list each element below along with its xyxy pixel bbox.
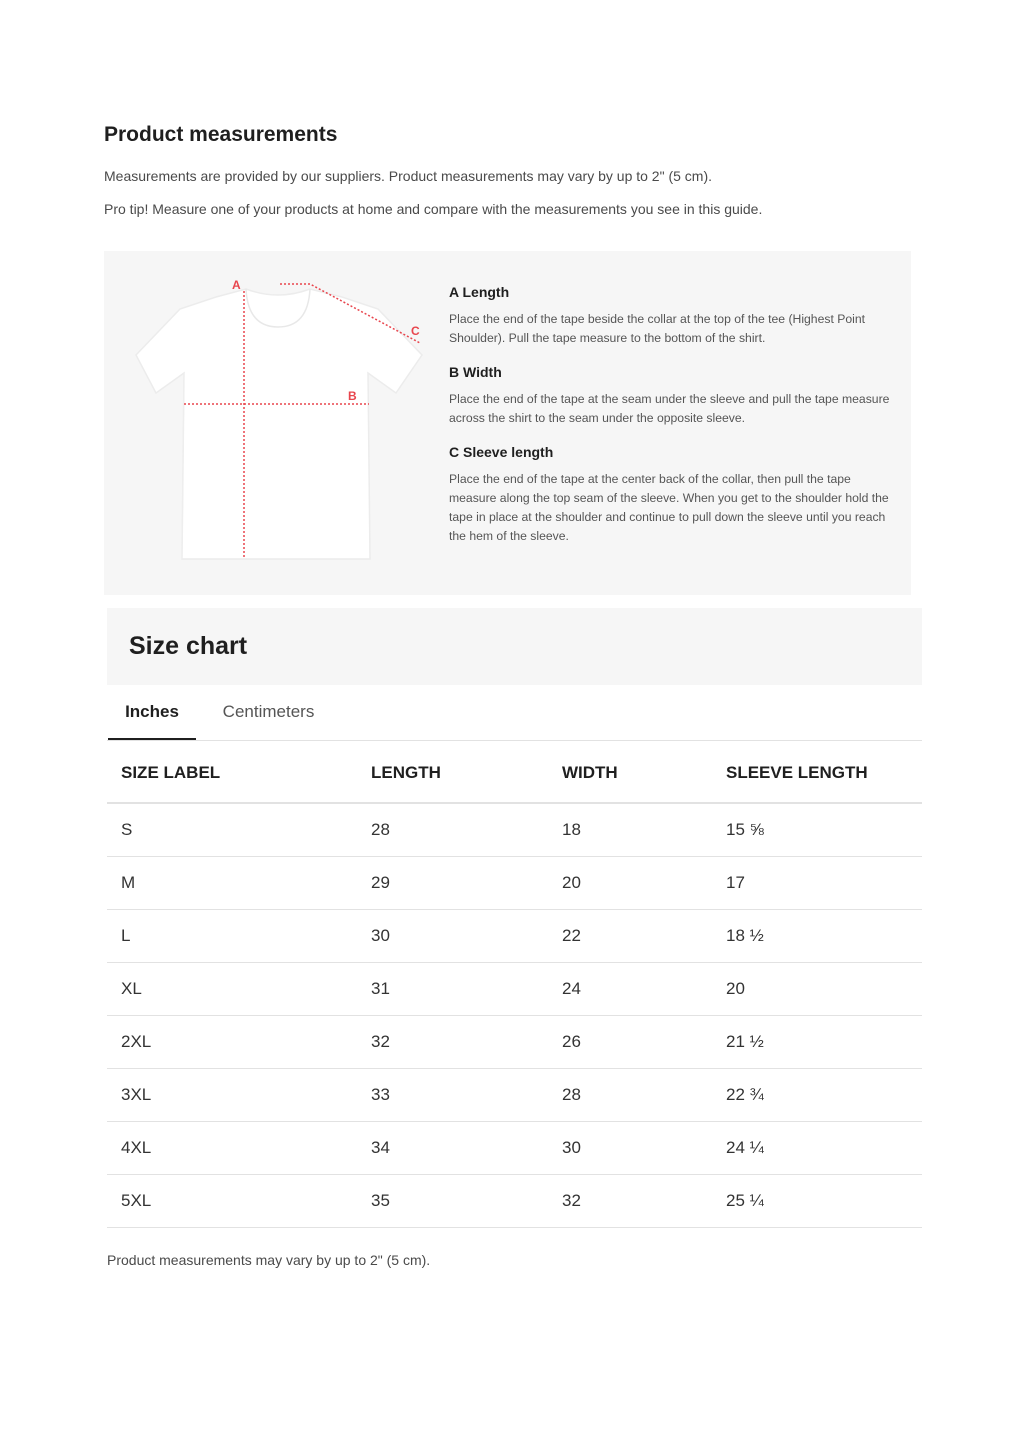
cell-sleeve-length: 21 ½ (726, 1016, 922, 1069)
header-length: LENGTH (371, 743, 562, 803)
cell-sleeve-length: 24 ¼ (726, 1122, 922, 1175)
measurements-intro: Measurements are provided by our suppliers. Product measurements may vary by up to 2" (5 cm). (104, 168, 713, 184)
cell-width: 18 (562, 803, 726, 857)
header-size-label: SIZE LABEL (107, 743, 371, 803)
tab-inches[interactable]: Inches (108, 688, 196, 740)
table-row (107, 803, 922, 857)
cell-width: 20 (562, 857, 726, 910)
cell-sleeve-length: 18 ½ (726, 910, 922, 963)
cell-size: 4XL (107, 1122, 371, 1175)
sleeve-length-description: Place the end of the tape at the center back of the collar, then pull the tape measure along the top seam of the sleeve. When you get to the shoulder hold the tape in place at the shoulder and continue to pull down the sleeve until you reach the hem of the sleeve. (449, 472, 889, 543)
table-row (107, 1122, 922, 1175)
cell-sleeve-length: 15 ⅝ (726, 803, 922, 857)
cell-length: 33 (371, 1069, 562, 1122)
length-description: Place the end of the tape beside the collar at the top of the tee (Highest Point Shoulder). Pull the tape measure to the bottom of the shirt. (449, 312, 866, 345)
label-b: B (348, 389, 357, 403)
table-row (107, 1175, 922, 1228)
width-description: Place the end of the tape at the seam under the sleeve and pull the tape measure across the shirt to the seam under the opposite sleeve. (449, 392, 890, 425)
cell-length: 34 (371, 1122, 562, 1175)
cell-length: 32 (371, 1016, 562, 1069)
cell-length: 35 (371, 1175, 562, 1228)
size-table (107, 743, 922, 1228)
table-row (107, 1016, 922, 1069)
header-sleeve-length: SLEEVE LENGTH (726, 743, 922, 803)
label-a: A (232, 278, 241, 292)
chart-footnote: Product measurements may vary by up to 2" (5 cm). (107, 1252, 431, 1268)
cell-size: 5XL (107, 1175, 371, 1228)
cell-size: S (107, 803, 371, 857)
header-width: WIDTH (562, 743, 726, 803)
tab-centimeters[interactable]: Centimeters (222, 702, 315, 721)
cell-width: 30 (562, 1122, 726, 1175)
cell-width: 32 (562, 1175, 726, 1228)
width-title: B Width (449, 364, 502, 380)
cell-sleeve-length: 22 ¾ (726, 1069, 922, 1122)
cell-width: 26 (562, 1016, 726, 1069)
cell-length: 29 (371, 857, 562, 910)
tshirt-shape (136, 289, 422, 559)
table-row (107, 963, 922, 1016)
cell-width: 28 (562, 1069, 726, 1122)
sleeve-length-title: C Sleeve length (449, 444, 554, 460)
cell-width: 24 (562, 963, 726, 1016)
cell-size: XL (107, 963, 371, 1016)
cell-size: L (107, 910, 371, 963)
cell-length: 31 (371, 963, 562, 1016)
cell-size: 3XL (107, 1069, 371, 1122)
cell-sleeve-length: 20 (726, 963, 922, 1016)
table-row (107, 910, 922, 963)
size-chart-title: Size chart (129, 632, 248, 660)
cell-length: 30 (371, 910, 562, 963)
page-title: Product measurements (104, 123, 338, 146)
cell-size: 2XL (107, 1016, 371, 1069)
table-row (107, 857, 922, 910)
cell-sleeve-length: 25 ¼ (726, 1175, 922, 1228)
table-row (107, 1069, 922, 1122)
unit-tabs (107, 688, 922, 741)
cell-length: 28 (371, 803, 562, 857)
measurement-guide (104, 251, 911, 595)
size-chart-header (107, 608, 922, 685)
cell-sleeve-length: 17 (726, 857, 922, 910)
cell-width: 22 (562, 910, 726, 963)
cell-size: M (107, 857, 371, 910)
length-title: A Length (449, 284, 510, 300)
tshirt-diagram (124, 271, 434, 571)
label-c: C (411, 324, 420, 338)
measurement-descriptions (449, 282, 894, 560)
table-header-row (107, 743, 922, 803)
pro-tip: Pro tip! Measure one of your products at home and compare with the measurements you see in this guide. (104, 201, 763, 217)
